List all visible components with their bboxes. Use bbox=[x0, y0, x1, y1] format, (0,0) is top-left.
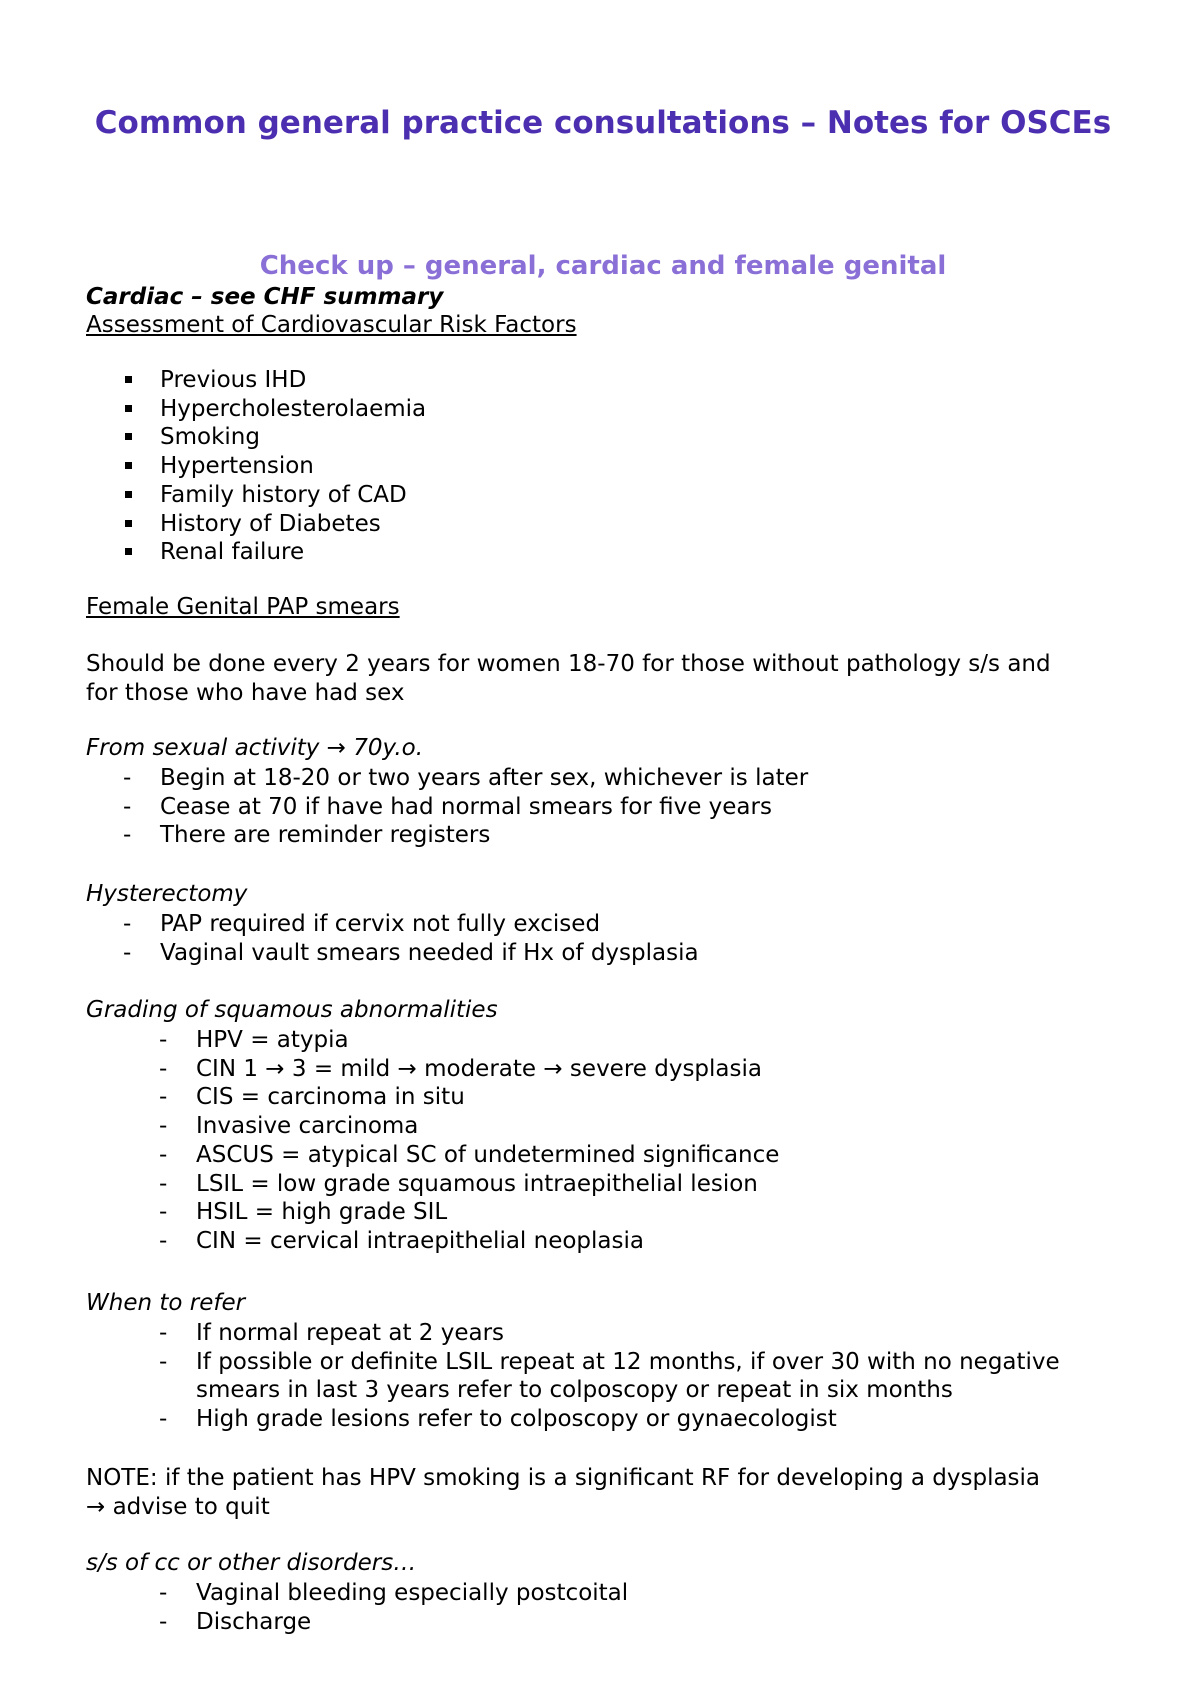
other-disorders-list bbox=[86, 1579, 628, 1636]
hysterectomy-heading: Hysterectomy bbox=[86, 881, 248, 907]
cv-risk-list bbox=[86, 366, 426, 567]
list-item: Family history of CAD bbox=[86, 481, 426, 510]
list-item: Hypercholesterolaemia bbox=[86, 395, 426, 424]
list-item: - If normal repeat at 2 years bbox=[86, 1319, 1060, 1348]
list-item: - High grade lesions refer to colposcopy or gynaecologist bbox=[86, 1405, 1060, 1434]
document-title: Common general practice consultations – Notes for OSCEs bbox=[94, 105, 1112, 141]
pap-intro-line2: for those who have had sex bbox=[86, 680, 405, 706]
list-item: - Discharge bbox=[86, 1608, 628, 1637]
grading-heading: Grading of squamous abnormalities bbox=[86, 997, 498, 1023]
cv-risk-heading: Assessment of Cardiovascular Risk Factors bbox=[86, 312, 577, 338]
section-heading-check-up: Check up – general, cardiac and female genital bbox=[259, 251, 947, 281]
list-item: - HPV = atypia bbox=[86, 1026, 779, 1055]
list-item: - Cease at 70 if have had normal smears for five years bbox=[86, 793, 808, 822]
list-item: - CIS = carcinoma in situ bbox=[86, 1083, 779, 1112]
other-disorders-heading: s/s of cc or other disorders… bbox=[86, 1550, 417, 1576]
list-item: Hypertension bbox=[86, 452, 426, 481]
grading-list bbox=[86, 1026, 779, 1256]
list-item: - Vaginal bleeding especially postcoital bbox=[86, 1579, 628, 1608]
list-item: - Vaginal vault smears needed if Hx of dysplasia bbox=[86, 939, 699, 968]
list-item: - CIN 1 → 3 = mild → moderate → severe dysplasia bbox=[86, 1055, 779, 1084]
sexual-activity-list bbox=[86, 764, 808, 850]
list-item: Renal failure bbox=[86, 538, 426, 567]
list-item: - Invasive carcinoma bbox=[86, 1112, 779, 1141]
refer-item2-line2: smears in last 3 years refer to colposcopy or repeat in six months bbox=[196, 1377, 953, 1404]
list-item: History of Diabetes bbox=[86, 510, 426, 539]
list-item: - LSIL = low grade squamous intraepithelial lesion bbox=[86, 1170, 779, 1199]
refer-item2-line1: If possible or definite LSIL repeat at 12 months, if over 30 with no negative bbox=[196, 1348, 1060, 1375]
list-item: Previous IHD bbox=[86, 366, 426, 395]
list-item: - ASCUS = atypical SC of undetermined significance bbox=[86, 1141, 779, 1170]
refer-heading: When to refer bbox=[86, 1290, 246, 1316]
pap-heading: Female Genital PAP smears bbox=[86, 594, 400, 620]
list-item: - CIN = cervical intraepithelial neoplasia bbox=[86, 1227, 779, 1256]
hysterectomy-list bbox=[86, 910, 699, 967]
pap-intro-line1: Should be done every 2 years for women 18-70 for those without pathology s/s and bbox=[86, 651, 1051, 677]
list-item: - Begin at 18-20 or two years after sex, whichever is later bbox=[86, 764, 808, 793]
list-item bbox=[86, 1348, 1060, 1405]
refer-list bbox=[86, 1319, 1060, 1434]
sexual-activity-heading: From sexual activity → 70y.o. bbox=[86, 735, 424, 761]
note-line1: NOTE: if the patient has HPV smoking is a significant RF for developing a dysplasia bbox=[86, 1465, 1041, 1491]
list-item: - PAP required if cervix not fully excised bbox=[86, 910, 699, 939]
list-item: Smoking bbox=[86, 423, 426, 452]
note-line2: → advise to quit bbox=[86, 1494, 270, 1520]
cardiac-heading: Cardiac – see CHF summary bbox=[86, 284, 444, 310]
list-item: - There are reminder registers bbox=[86, 821, 808, 850]
list-item: - HSIL = high grade SIL bbox=[86, 1198, 779, 1227]
